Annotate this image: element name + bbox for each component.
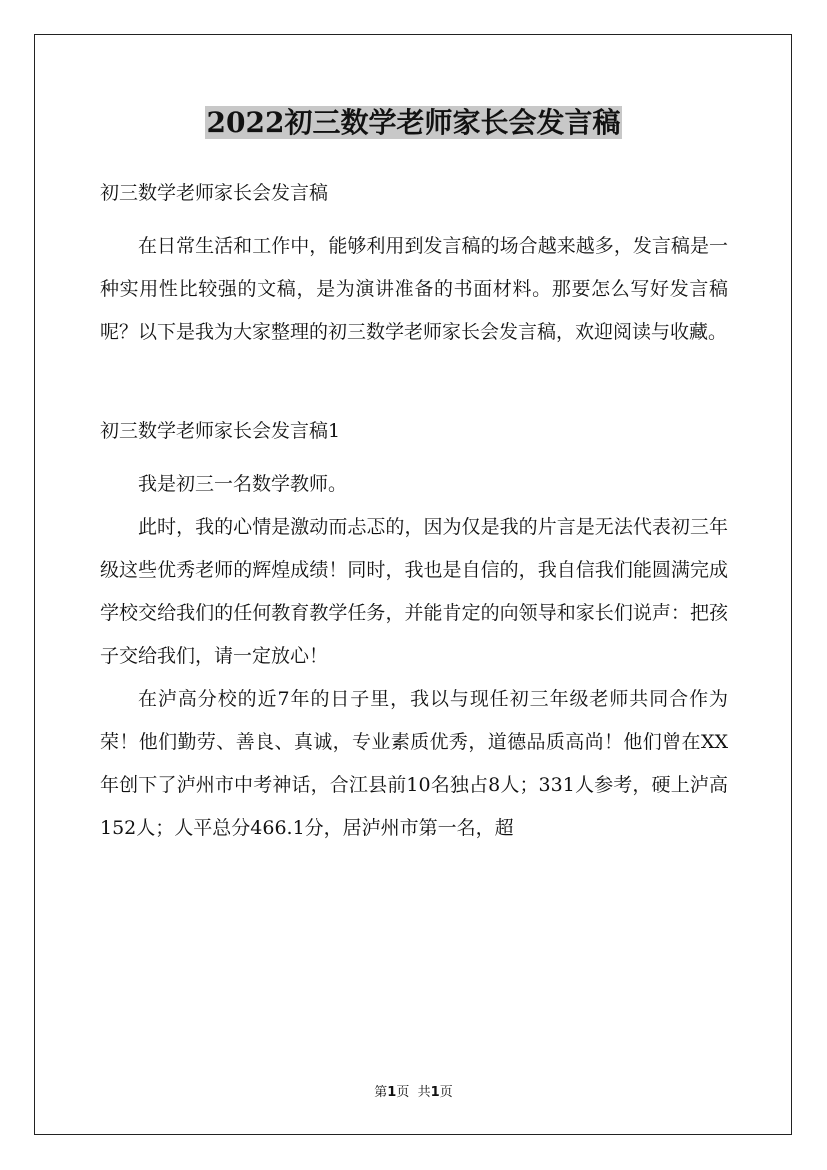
spacer xyxy=(100,354,728,413)
section-heading: 初三数学老师家长会发言稿1 xyxy=(100,420,341,442)
document-title xyxy=(0,103,827,143)
document-title-text: 2022初三数学老师家长会发言稿 xyxy=(206,106,621,139)
document-body xyxy=(100,175,728,850)
intro-paragraph: 在日常生活和工作中，能够利用到发言稿的场合越来越多，发言稿是一种实用性比较强的文稿，是为演讲准备的书面材料。那要怎么写好发言稿呢？以下是我为大家整理的初三数学老师家长会发言稿，欢迎阅读与收藏。 xyxy=(100,235,728,343)
total-pages: 1 xyxy=(430,1085,440,1100)
total-prefix: 共 xyxy=(417,1085,431,1100)
body-paragraph: 在泸高分校的近7年的日子里，我以与现任初三年级老师共同合作为荣！他们勤劳、善良、真诚，专业素质优秀，道德品质高尚！他们曾在XX年创下了泸州市中考神话，合江县前10名独占8人；331人参考，硬上泸高152人；人平总分466.1分，居泸州市第一名，超 xyxy=(100,688,728,839)
spacer xyxy=(100,450,728,463)
document-subtitle: 初三数学老师家长会发言稿 xyxy=(100,182,329,204)
spacer xyxy=(100,212,728,225)
page-prefix: 第 xyxy=(374,1085,388,1100)
page-number: 1 xyxy=(387,1085,397,1100)
page-suffix: 页 xyxy=(396,1085,410,1100)
body-paragraph: 我是初三一名数学教师。 xyxy=(138,473,348,495)
body-paragraph: 此时，我的心情是激动而忐忑的，因为仅是我的片言是无法代表初三年级这些优秀老师的辉煌成绩！同时，我也是自信的，我自信我们能圆满完成学校交给我们的任何教育教学任务，并能肯定的向领导和家长们说声：把孩子交给我们，请一定放心！ xyxy=(100,516,728,667)
total-suffix: 页 xyxy=(439,1085,453,1100)
page-footer xyxy=(0,1084,827,1102)
